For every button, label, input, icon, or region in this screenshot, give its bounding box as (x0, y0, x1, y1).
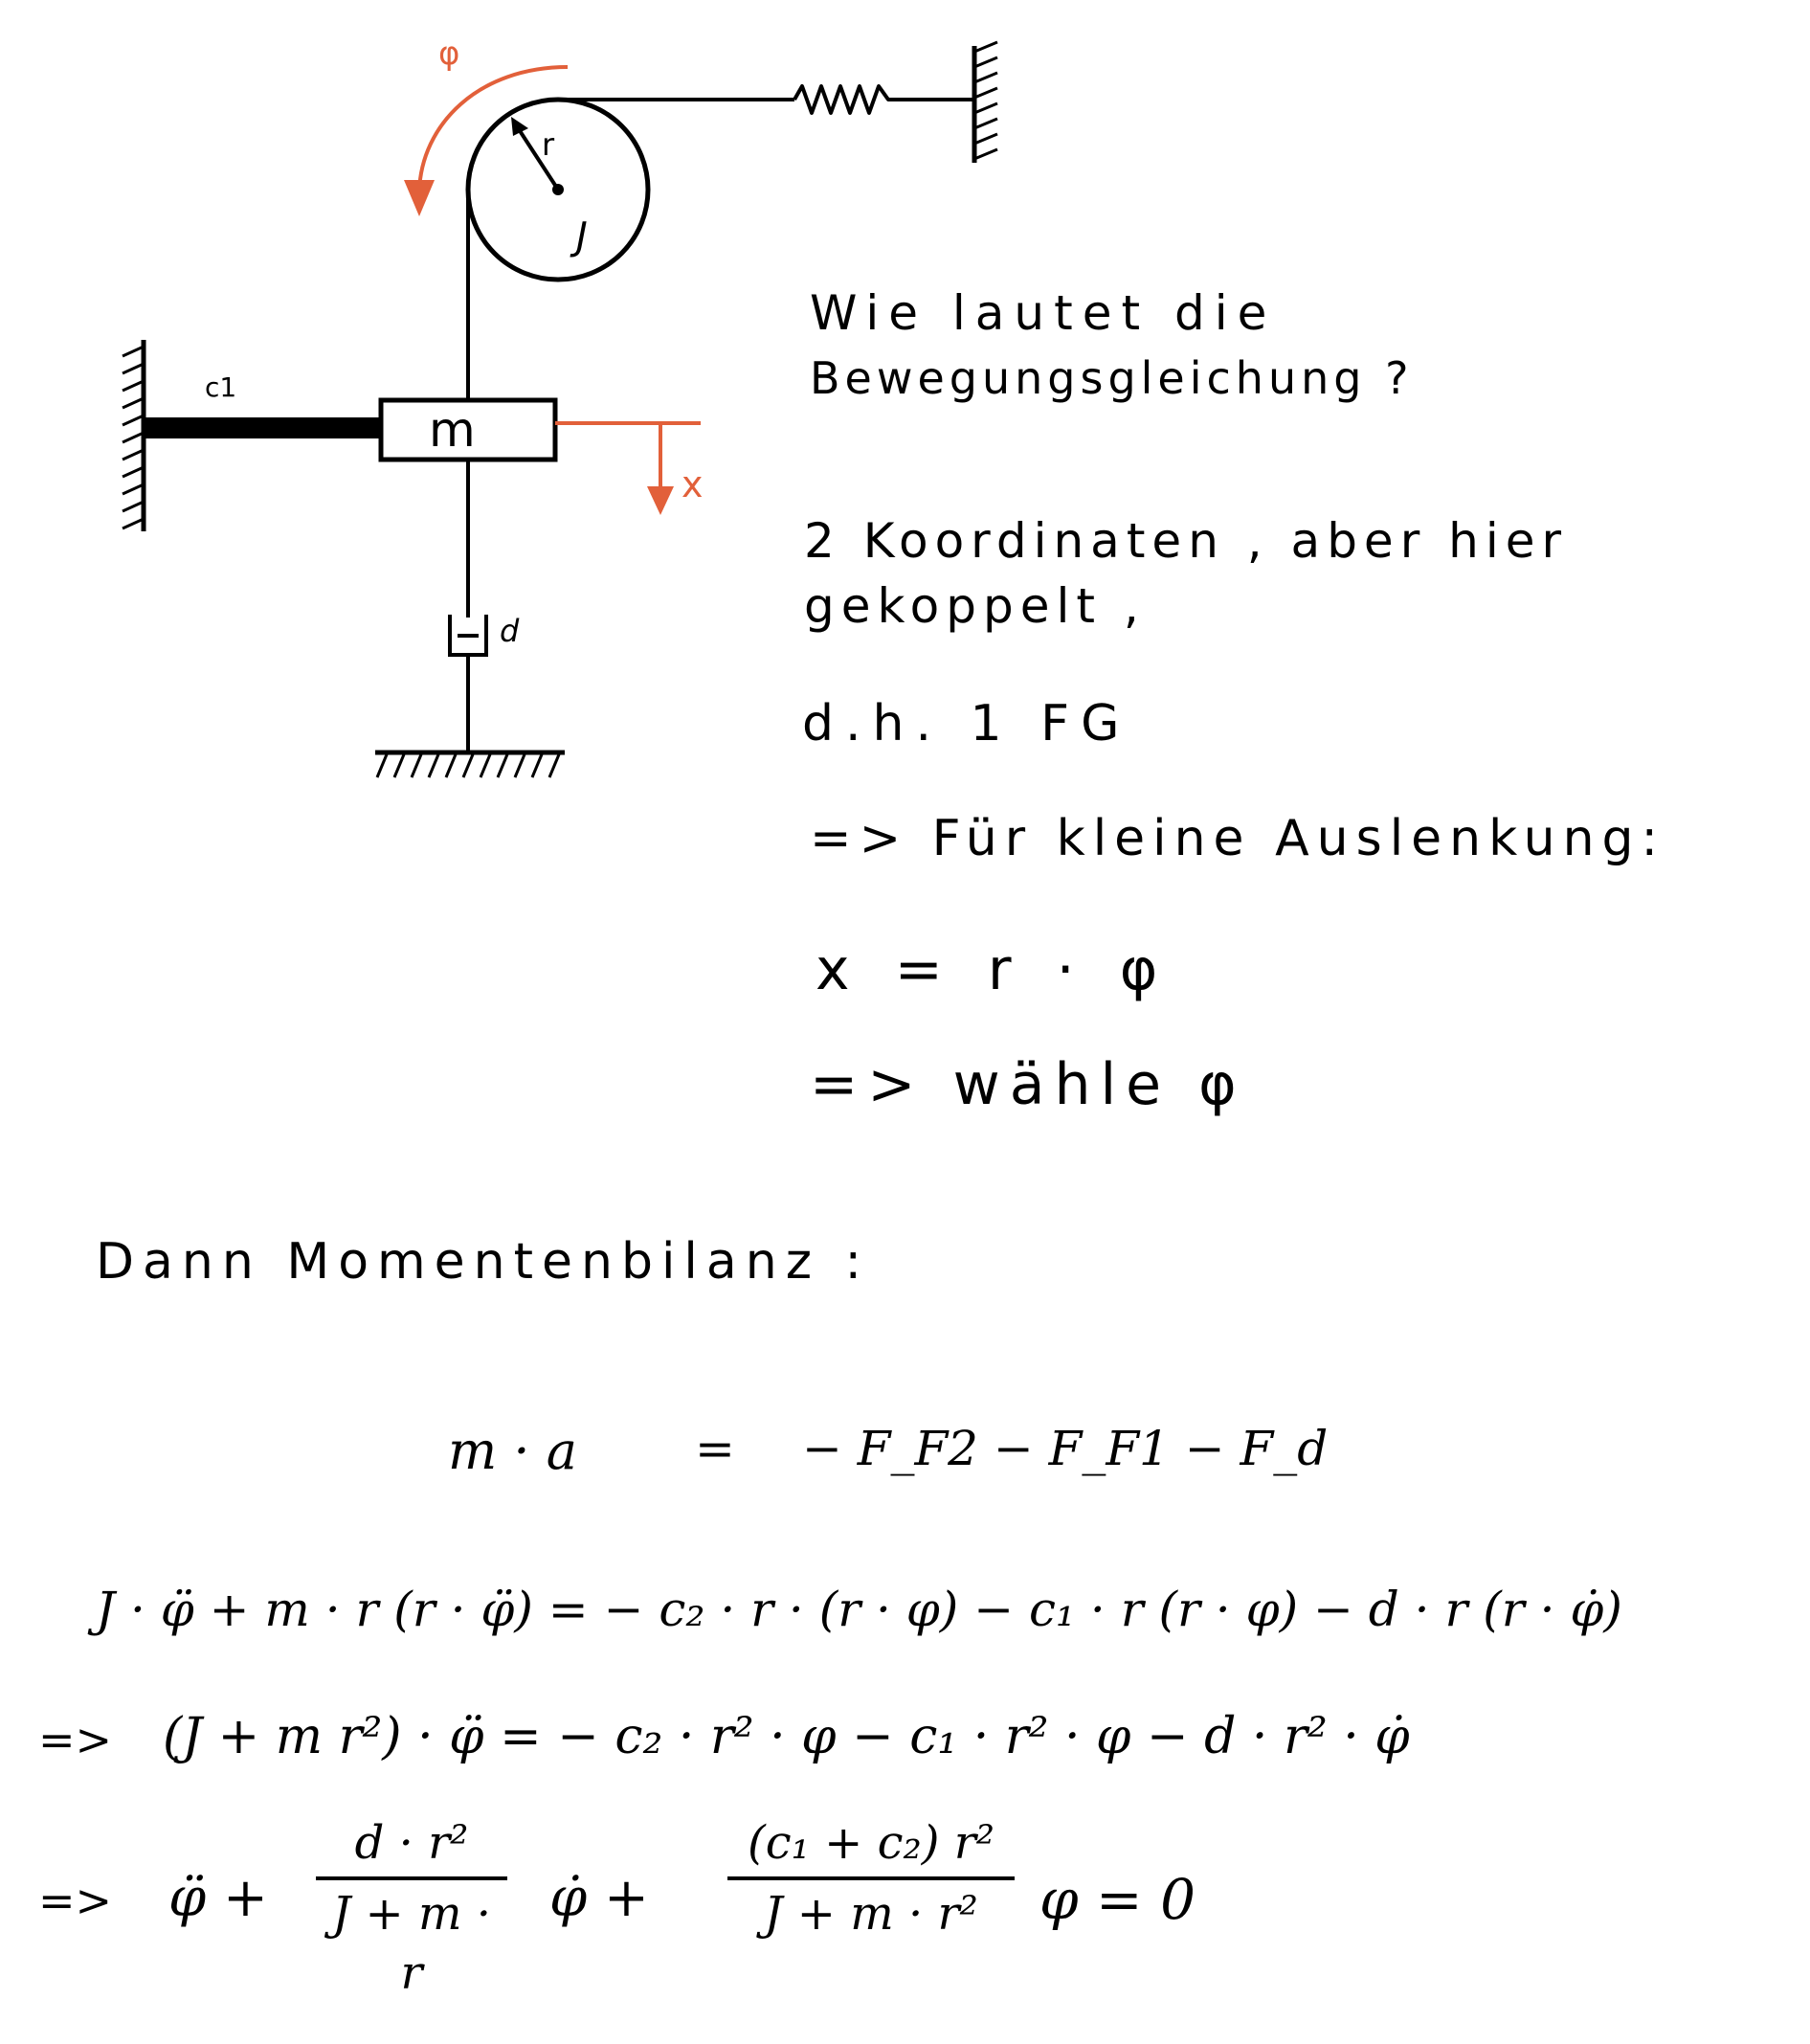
small-deflection: => Für kleine Auslenkung: (810, 810, 1666, 867)
choose-phi: => wähle φ (810, 1051, 1246, 1118)
eq4-fraction-2 (727, 1813, 1015, 1943)
eq4-fraction-1-denominator: J + m · r (331, 1887, 491, 2000)
degrees-of-freedom: d.h. 1 FG (802, 695, 1131, 752)
label-inertia: J (576, 214, 588, 258)
question-line-1: Wie lautet die (810, 285, 1277, 341)
eq4-fraction-1 (316, 1813, 507, 2003)
eq4-fraction-1-numerator: d · r² (354, 1816, 469, 1870)
eq2: J · φ̈ + m · r (r · φ̈) = − c₂ · r · (r · φ) − c₁ · r (r · φ) − d · r (r · φ̇) (96, 1582, 1622, 1637)
label-x: x (682, 463, 704, 505)
label-radius: r (542, 126, 555, 163)
spring-top (794, 86, 974, 113)
relation-x-r-phi: x = r · φ (816, 936, 1172, 1003)
eq1-rhs: − F_F2 − F_F1 − F_d (802, 1421, 1329, 1476)
label-damper: d (500, 613, 520, 649)
ground-hatch (377, 754, 559, 777)
eq3-prefix: => (38, 1714, 113, 1765)
eq4-fraction-2-numerator: (c₁ + c₂) r² (748, 1816, 994, 1870)
label-phi: φ (438, 34, 460, 73)
eq4-phi-ddot: φ̈ + (168, 1867, 268, 1929)
eq4-fraction-2-denominator: J + m · r² (764, 1887, 978, 1941)
rotation-arrowhead (404, 180, 435, 216)
eq4-tail: φ = 0 (1039, 1867, 1195, 1932)
wall-top-right-hatch (974, 42, 997, 159)
coordinates-line-2: gekoppelt , (804, 578, 1146, 634)
wall-left-hatch (123, 347, 144, 528)
x-arrowhead (647, 486, 674, 515)
eq1-equals: = (695, 1421, 735, 1476)
label-mass: m (429, 402, 476, 458)
eq4-phi-dot: φ̇ + (549, 1867, 649, 1929)
eq4-fraction-1-bar (316, 1876, 507, 1880)
question-line-2: Bewegungsgleichung ? (810, 352, 1414, 404)
eq4-fraction-2-bar (727, 1876, 1015, 1880)
rod-c1 (144, 417, 383, 438)
moment-balance-heading: Dann Momentenbilanz : (96, 1233, 871, 1291)
coordinates-line-1: 2 Koordinaten , aber hier (804, 513, 1569, 569)
eq4-prefix: => (38, 1875, 113, 1926)
eq3: (J + m r²) · φ̈ = − c₂ · r² · φ − c₁ · r² · φ − d · r² · φ̇ (163, 1708, 1410, 1765)
label-c1: c1 (205, 371, 237, 403)
eq1-lhs: m · a (448, 1421, 577, 1481)
